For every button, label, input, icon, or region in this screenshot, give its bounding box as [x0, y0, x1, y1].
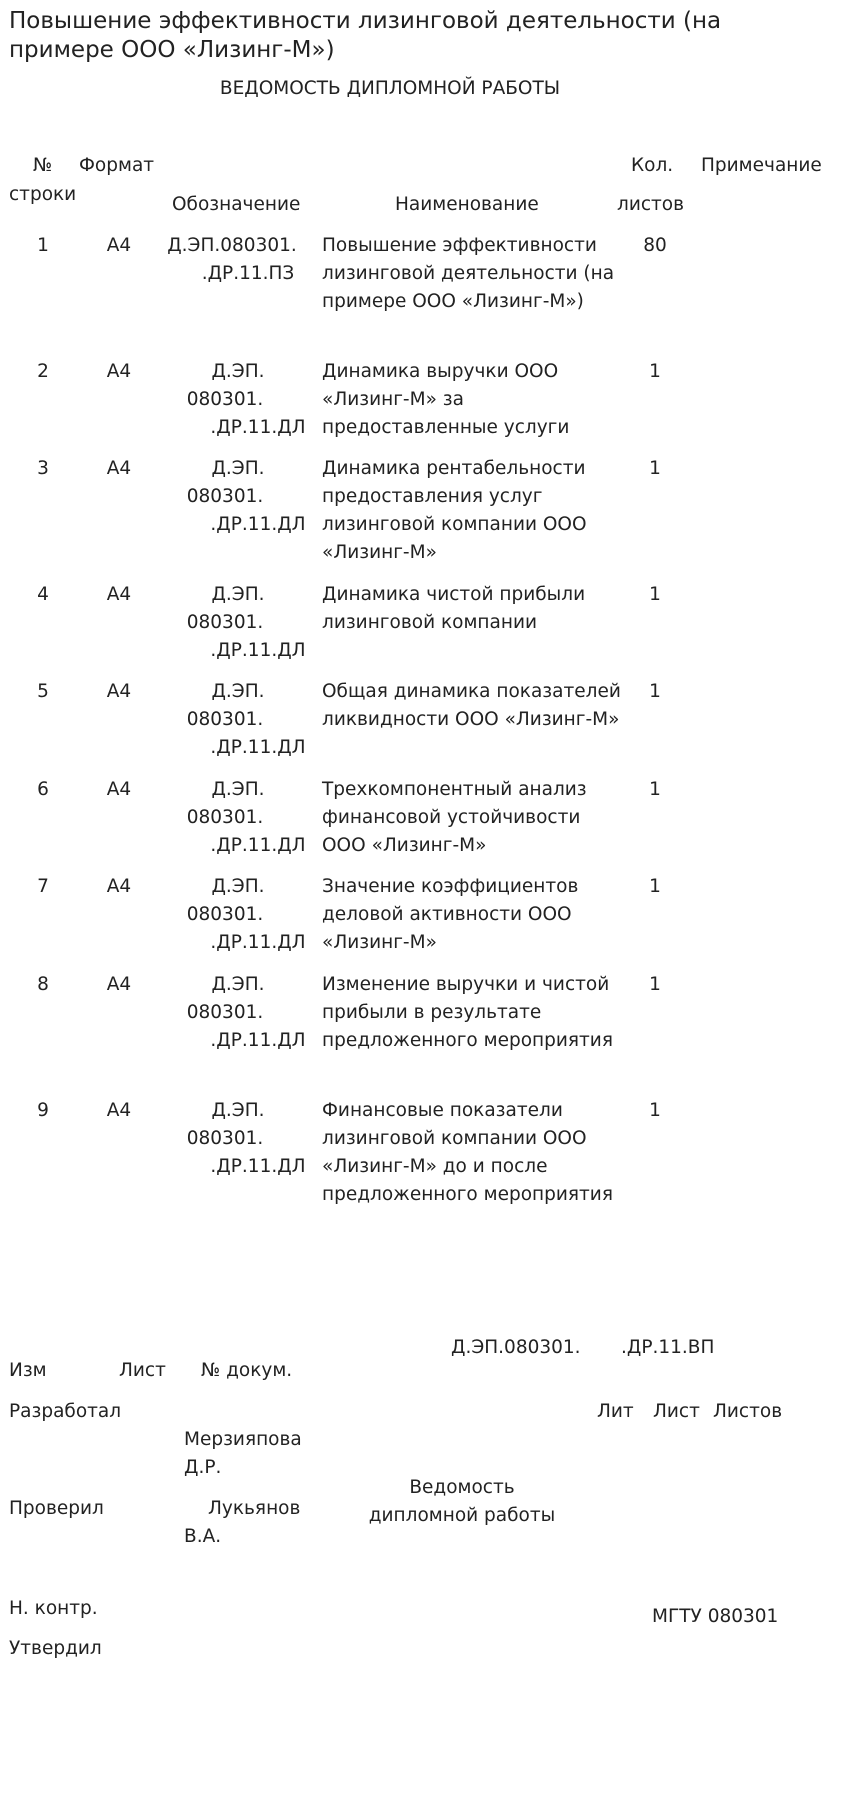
- stamp-developed: Разработал: [9, 1401, 122, 1422]
- row-sheets: 1: [649, 974, 661, 995]
- row-name: Повышение эффективности лизинговой деятельности (на примере ООО «Лизинг-М»): [322, 235, 615, 312]
- row-designation-line: Д.ЭП.: [211, 876, 265, 897]
- row-designation-line: .ДР.11.ДЛ: [210, 932, 306, 953]
- row-number: 3: [37, 458, 49, 479]
- header-note: Примечание: [701, 155, 822, 176]
- row-designation-line: 080301.: [186, 389, 264, 410]
- row-designation-line: 080301.: [186, 807, 264, 828]
- stamp-checked: Проверил: [9, 1498, 104, 1519]
- row-number: 4: [37, 584, 49, 605]
- row-designation-line: 080301.: [186, 1002, 264, 1023]
- row-name: Динамика чистой прибыли лизинговой компании: [322, 584, 586, 633]
- row-number: 5: [37, 681, 49, 702]
- stamp-doc-code-a: Д.ЭП.080301.: [451, 1337, 581, 1358]
- row-designation-line: .ДР.11.ДЛ: [210, 417, 306, 438]
- stamp-doc-name: Ведомость дипломной работы: [368, 1477, 556, 1526]
- row-designation-line: .ДР.11.ПЗ: [201, 263, 295, 284]
- row-name: Изменение выручки и чистой прибыли в результате предложенного мероприятия: [322, 974, 613, 1051]
- row-designation-line: 080301.: [186, 904, 264, 925]
- stamp-norm-control: Н. контр.: [9, 1598, 98, 1619]
- row-sheets: 1: [649, 458, 661, 479]
- stamp-checker: Лукьянов В.А.: [184, 1498, 301, 1547]
- row-designation-line: .ДР.11.ДЛ: [210, 737, 306, 758]
- row-sheets: 1: [649, 361, 661, 382]
- row-designation: [158, 678, 318, 762]
- row-designation: [158, 358, 318, 442]
- stamp-lit: Лит: [597, 1401, 634, 1422]
- stamp-org: МГТУ 080301: [652, 1606, 779, 1627]
- row-designation-line: .ДР.11.ДЛ: [210, 514, 306, 535]
- row-designation: [158, 581, 318, 665]
- row-name: Финансовые показатели лизинговой компании ООО «Лизинг-М» до и после предложенного мероприятия: [322, 1100, 613, 1205]
- row-format: А4: [106, 361, 132, 382]
- stamp-doc-no: № докум.: [201, 1360, 293, 1381]
- row-name: Динамика рентабельности предоставления услуг лизинговой компании ООО «Лизинг-М»: [322, 458, 587, 563]
- row-format: А4: [106, 876, 132, 897]
- stamp-sheets: Листов: [713, 1401, 783, 1422]
- header-line: строки: [9, 184, 77, 205]
- row-designation: [158, 971, 318, 1055]
- row-designation-line: 080301.: [186, 709, 264, 730]
- stamp-list: Лист: [119, 1360, 166, 1381]
- header-count: Кол.: [631, 155, 674, 176]
- stamp-developer: Мерзияпова Д.Р.: [184, 1429, 302, 1478]
- row-number: 2: [37, 361, 49, 382]
- row-format: А4: [106, 974, 132, 995]
- row-sheets: 1: [649, 584, 661, 605]
- row-sheets: 1: [649, 779, 661, 800]
- row-number: 8: [37, 974, 49, 995]
- row-name: Общая динамика показателей ликвидности ООО «Лизинг-М»: [322, 681, 621, 730]
- row-sheets: 1: [649, 876, 661, 897]
- row-designation-line: Д.ЭП.080301.: [167, 235, 297, 256]
- stamp-doc-code-b: .ДР.11.ВП: [621, 1337, 715, 1358]
- row-number: 6: [37, 779, 49, 800]
- row-designation-line: 080301.: [186, 1128, 264, 1149]
- row-number: 9: [37, 1100, 49, 1121]
- header-no: №: [33, 155, 53, 176]
- stamp-izm: Изм: [9, 1360, 47, 1381]
- row-format: А4: [106, 1100, 132, 1121]
- row-sheets: 1: [649, 1100, 661, 1121]
- row-sheets: 80: [643, 235, 667, 256]
- row-number: 1: [37, 235, 49, 256]
- row-designation-line: .ДР.11.ДЛ: [210, 1156, 306, 1177]
- header-name: Наименование: [395, 194, 539, 215]
- row-designation-line: Д.ЭП.: [211, 1100, 265, 1121]
- row-format: А4: [106, 458, 132, 479]
- row-name: Значение коэффициентов деловой активности ООО «Лизинг-М»: [322, 876, 579, 953]
- header-format: Формат: [79, 155, 155, 176]
- row-format: А4: [106, 235, 132, 256]
- row-designation-line: Д.ЭП.: [211, 458, 265, 479]
- row-designation-line: .ДР.11.ДЛ: [210, 1030, 306, 1051]
- document-title: Повышение эффективности лизинговой деятельности (на примере ООО «Лизинг-М»): [9, 8, 722, 63]
- row-designation-line: Д.ЭП.: [211, 779, 265, 800]
- header-sheets: листов: [617, 194, 685, 215]
- stamp-sheet: Лист: [653, 1401, 700, 1422]
- row-designation-line: Д.ЭП.: [211, 584, 265, 605]
- row-designation-line: Д.ЭП.: [211, 361, 265, 382]
- row-sheets: 1: [649, 681, 661, 702]
- row-designation-line: 080301.: [186, 612, 264, 633]
- row-number: 7: [37, 876, 49, 897]
- row-format: А4: [106, 681, 132, 702]
- document-subtitle: ВЕДОМОСТЬ ДИПЛОМНОЙ РАБОТЫ: [219, 78, 561, 99]
- row-designation: [158, 1097, 318, 1181]
- stamp-approved: Утвердил: [9, 1638, 102, 1659]
- row-designation-line: 080301.: [186, 486, 264, 507]
- row-designation-line: .ДР.11.ДЛ: [210, 640, 306, 661]
- header-designation: Обозначение: [172, 194, 301, 215]
- row-name: Динамика выручки ООО «Лизинг-М» за предоставленные услуги: [322, 361, 570, 438]
- row-format: А4: [106, 584, 132, 605]
- row-name: Трехкомпонентный анализ финансовой устойчивости ООО «Лизинг-М»: [322, 779, 587, 856]
- row-designation: [158, 232, 318, 288]
- row-designation: [158, 455, 318, 539]
- row-designation-line: Д.ЭП.: [211, 974, 265, 995]
- row-designation-line: Д.ЭП.: [211, 681, 265, 702]
- row-designation-line: .ДР.11.ДЛ: [210, 835, 306, 856]
- row-designation: [158, 776, 318, 860]
- row-designation: [158, 873, 318, 957]
- row-format: А4: [106, 779, 132, 800]
